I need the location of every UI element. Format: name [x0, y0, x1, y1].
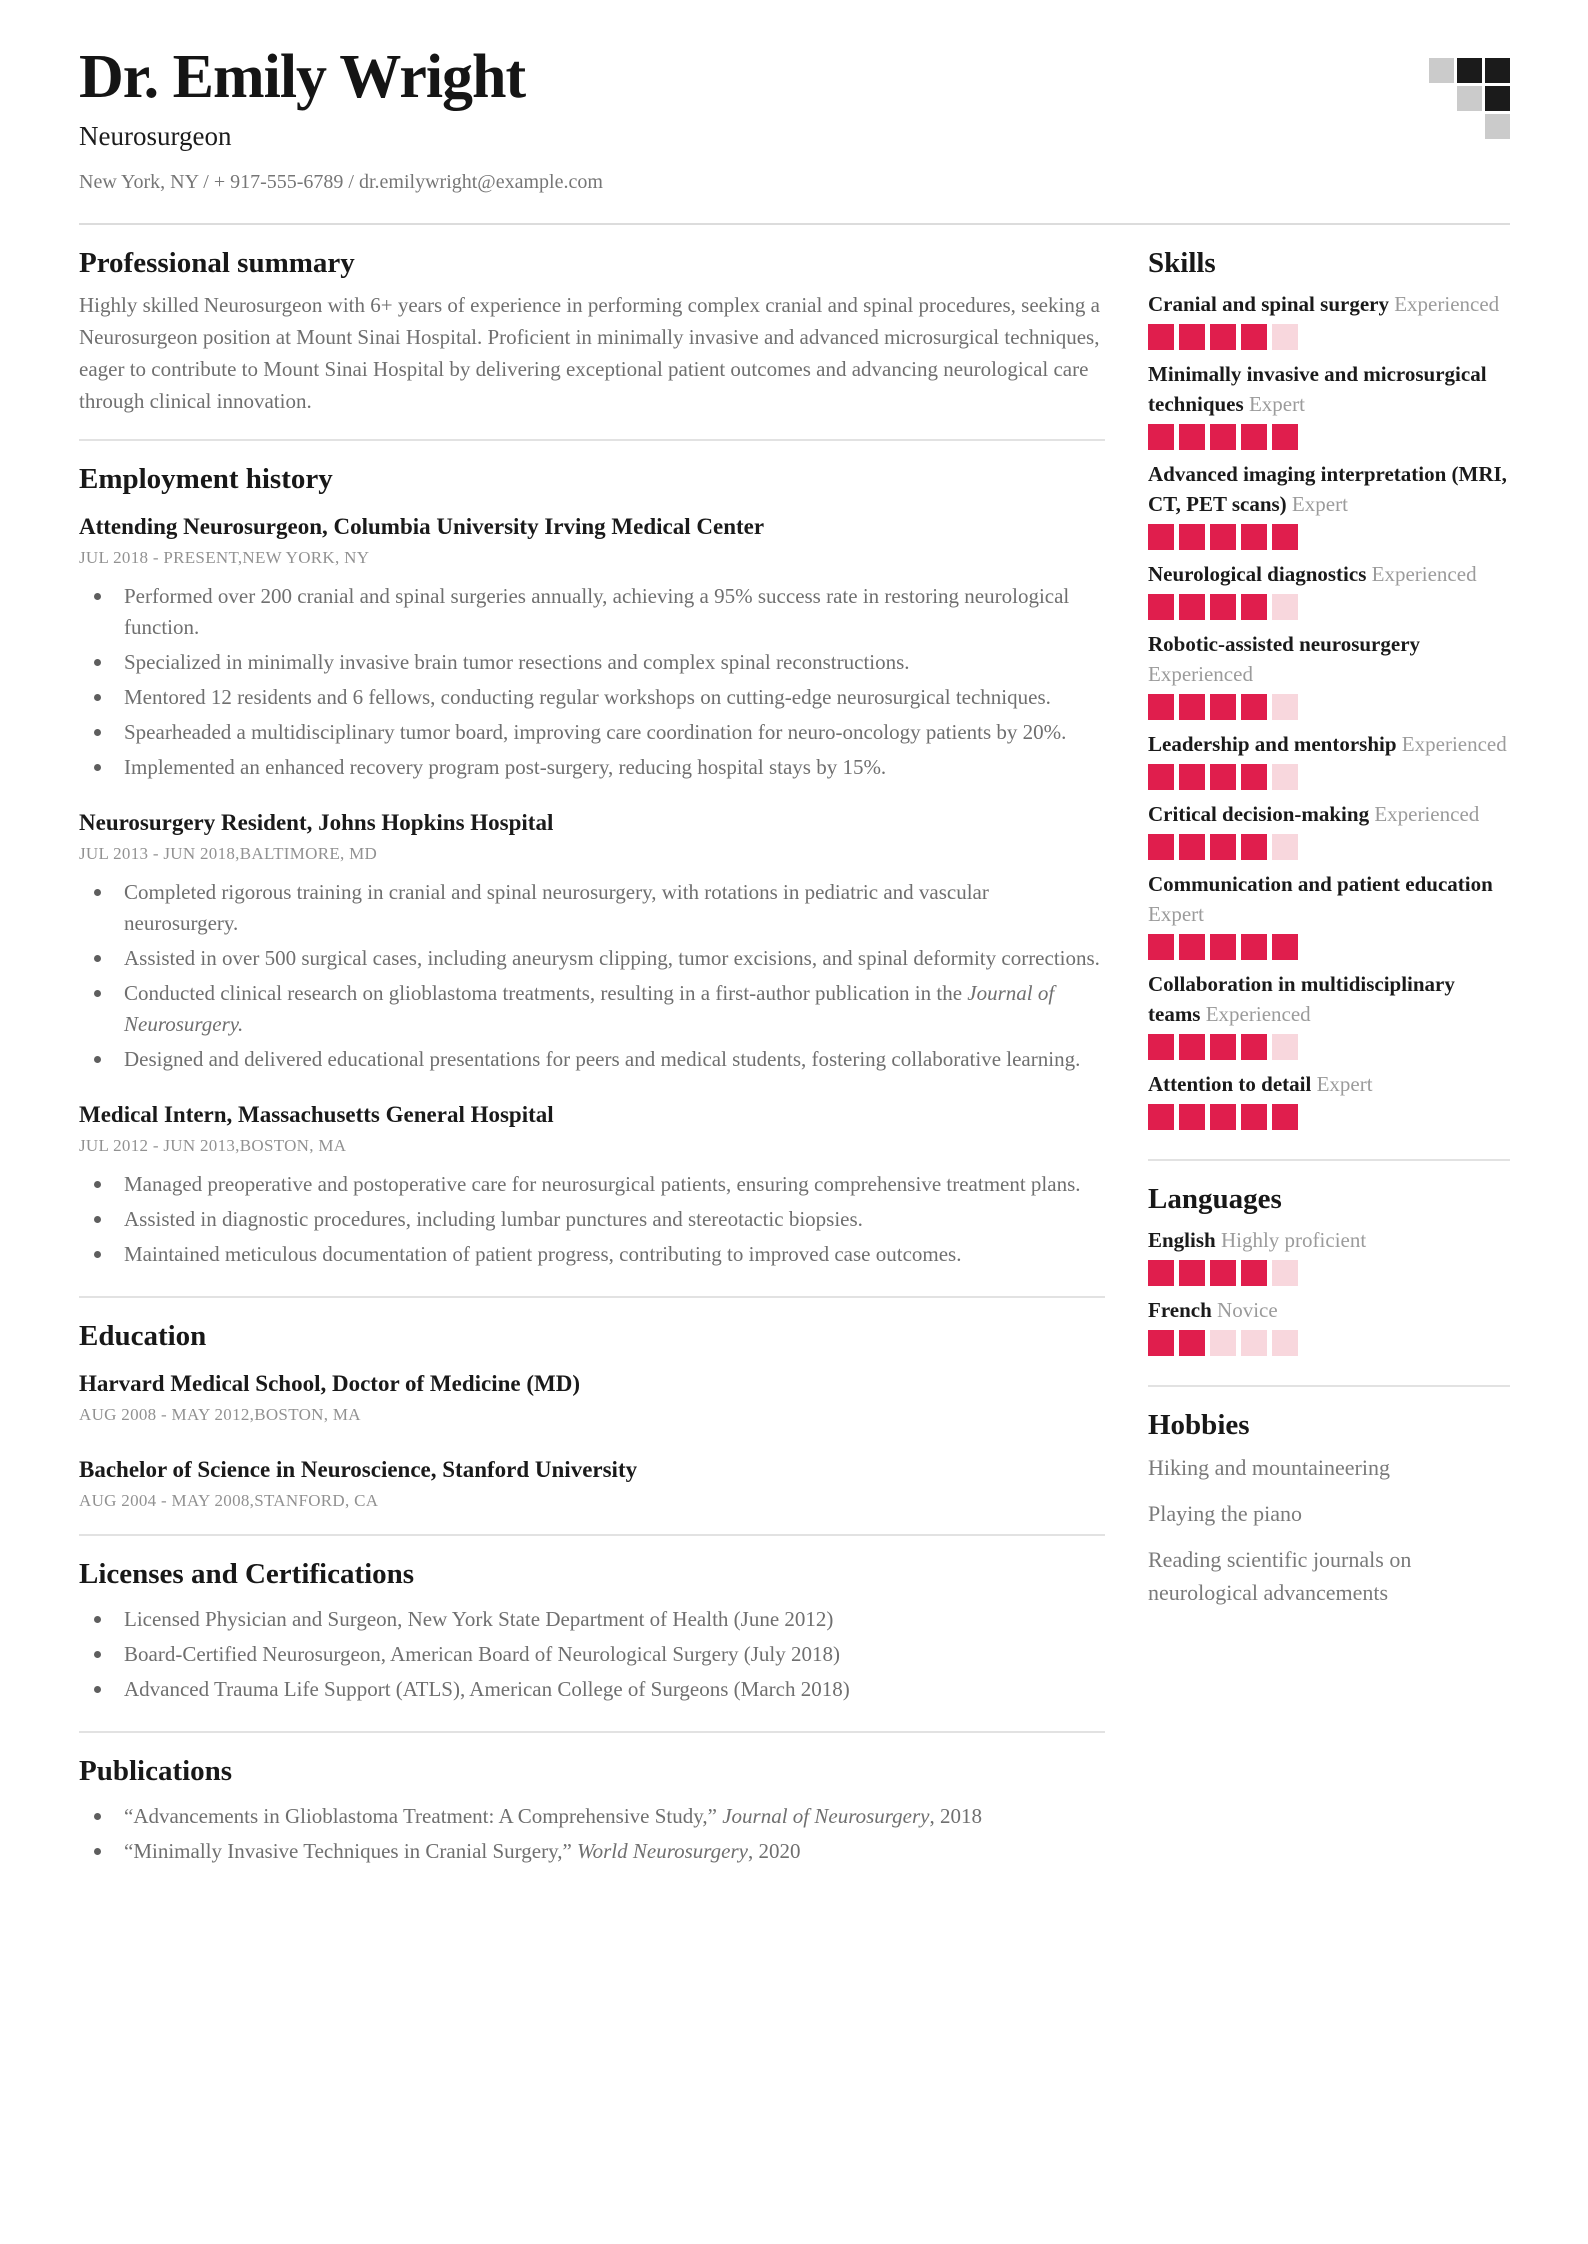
licenses-heading: Licenses and Certifications — [79, 1558, 415, 1590]
rating-square-filled — [1272, 424, 1298, 450]
rating-square-empty — [1272, 324, 1298, 350]
publications-list — [79, 1801, 1105, 1867]
skill-label — [1148, 799, 1510, 829]
job-bullet: Performed over 200 cranial and spinal surgeries annually, achieving a 95% success rate in restoring neurological function. — [79, 581, 1105, 643]
license-item: Board-Certified Neurosurgeon, American Board of Neurological Surgery (July 2018) — [79, 1639, 1105, 1670]
rating-square-filled — [1179, 1330, 1205, 1356]
rating-square-filled — [1210, 324, 1236, 350]
job-dates-location: JUL 2012 - JUN 2013,BOSTON, MA — [79, 1136, 347, 1155]
skill-level: Expert — [1248, 392, 1305, 416]
skill-rating-bar — [1148, 1104, 1510, 1130]
rating-square-empty — [1272, 594, 1298, 620]
job-bullet: Implemented an enhanced recovery program post-surgery, reducing hospital stays by 15%. — [79, 752, 1105, 783]
rating-square-filled — [1272, 934, 1298, 960]
rating-square-filled — [1241, 764, 1267, 790]
skill-item — [1148, 1069, 1510, 1130]
job-dates-location: JUL 2018 - PRESENT,NEW YORK, NY — [79, 548, 370, 567]
skill-item — [1148, 459, 1510, 550]
job-bullet: Assisted in over 500 surgical cases, including aneurysm clipping, tumor excisions, and spinal deformity corrections. — [79, 943, 1105, 974]
rating-square-filled — [1148, 934, 1174, 960]
rating-square-filled — [1272, 1104, 1298, 1130]
rating-square-filled — [1241, 324, 1267, 350]
summary-text: Highly skilled Neurosurgeon with 6+ years of experience in performing complex cranial and spinal procedures, seeking a Neurosurgeon position at Mount Sinai Hospital. Proficient in minimally invasive and advanced microsurgical techniques, eager to contribute to Mount Sinai Hospital by delivering exceptional patient outcomes and advancing neurological care through clinical innovation. — [79, 293, 1100, 413]
skill-label — [1148, 1069, 1510, 1099]
rating-square-filled — [1148, 594, 1174, 620]
license-item: Advanced Trauma Life Support (ATLS), American College of Surgeons (March 2018) — [79, 1674, 1105, 1705]
logo-square-empty — [1429, 114, 1454, 139]
skill-level: Experienced — [1374, 802, 1480, 826]
rating-square-empty — [1272, 1330, 1298, 1356]
skill-label — [1148, 729, 1510, 759]
rating-square-filled — [1148, 524, 1174, 550]
job-entry — [79, 1101, 1105, 1270]
skill-label — [1148, 359, 1510, 419]
rating-square-filled — [1210, 934, 1236, 960]
skill-name: Advanced imaging interpretation (MRI, CT, PET scans) — [1148, 462, 1507, 516]
rating-square-filled — [1241, 1104, 1267, 1130]
rating-square-filled — [1241, 834, 1267, 860]
rating-square-filled — [1148, 694, 1174, 720]
job-bullet: Designed and delivered educational presentations for peers and medical students, fostering collaborative learning. — [79, 1044, 1105, 1075]
rating-square-filled — [1210, 694, 1236, 720]
rating-square-empty — [1272, 764, 1298, 790]
skill-label — [1148, 969, 1510, 1029]
education-title: Bachelor of Science in Neuroscience, Stanford University — [79, 1457, 638, 1482]
job-bullet: Mentored 12 residents and 6 fellows, conducting regular workshops on cutting-edge neurosurgical techniques. — [79, 682, 1105, 713]
logo-square-light — [1457, 86, 1482, 111]
rating-square-filled — [1148, 1330, 1174, 1356]
skill-name: Minimally invasive and microsurgical techniques — [1148, 362, 1487, 416]
skill-item — [1148, 559, 1510, 620]
skill-rating-bar — [1148, 524, 1510, 550]
skill-level: Experienced — [1394, 292, 1500, 316]
rating-square-empty — [1272, 834, 1298, 860]
section-languages — [1148, 1161, 1510, 1385]
skill-label — [1148, 869, 1510, 929]
language-item — [1148, 1225, 1510, 1286]
rating-square-filled — [1179, 424, 1205, 450]
logo-square-empty — [1457, 114, 1482, 139]
rating-square-filled — [1179, 934, 1205, 960]
content-columns — [79, 225, 1510, 1893]
skill-level: Experienced — [1401, 732, 1507, 756]
skill-rating-bar — [1148, 1034, 1510, 1060]
skill-rating-bar — [1148, 834, 1510, 860]
skill-name: Critical decision-making — [1148, 802, 1370, 826]
employment-heading: Employment history — [79, 463, 333, 495]
rating-square-filled — [1179, 524, 1205, 550]
skill-name: Attention to detail — [1148, 1072, 1312, 1096]
rating-square-empty — [1272, 694, 1298, 720]
education-entry — [79, 1370, 1105, 1426]
section-professional-summary — [79, 225, 1105, 439]
rating-square-filled — [1210, 1260, 1236, 1286]
skill-name: Robotic-assisted neurosurgery — [1148, 632, 1421, 656]
rating-square-filled — [1241, 424, 1267, 450]
hobbies-list — [1148, 1451, 1510, 1609]
languages-list — [1148, 1225, 1510, 1356]
job-dates-location: JUL 2013 - JUN 2018,BALTIMORE, MD — [79, 844, 378, 863]
skill-name: Collaboration in multidisciplinary teams — [1148, 972, 1455, 1026]
skill-label — [1148, 629, 1510, 689]
rating-square-filled — [1210, 424, 1236, 450]
language-level: Highly proficient — [1220, 1228, 1367, 1252]
rating-square-filled — [1148, 424, 1174, 450]
rating-square-filled — [1179, 1260, 1205, 1286]
education-heading: Education — [79, 1320, 207, 1352]
rating-square-filled — [1210, 524, 1236, 550]
summary-heading: Professional summary — [79, 247, 355, 279]
logo-square-dark — [1457, 58, 1482, 83]
skill-level: Expert — [1316, 1072, 1373, 1096]
skill-name: Neurological diagnostics — [1148, 562, 1367, 586]
rating-square-filled — [1210, 1034, 1236, 1060]
languages-heading: Languages — [1148, 1183, 1282, 1215]
rating-square-filled — [1210, 764, 1236, 790]
publication-item: “Minimally Invasive Techniques in Cranial Surgery,” World Neurosurgery, 2020 — [79, 1836, 1105, 1867]
skill-level: Expert — [1148, 902, 1204, 926]
skill-item — [1148, 869, 1510, 960]
rating-square-empty — [1241, 1330, 1267, 1356]
skill-label — [1148, 289, 1510, 319]
education-list — [79, 1370, 1105, 1512]
rating-square-filled — [1241, 594, 1267, 620]
rating-square-filled — [1148, 1260, 1174, 1286]
rating-square-filled — [1241, 524, 1267, 550]
language-label — [1148, 1295, 1510, 1325]
skills-heading: Skills — [1148, 247, 1216, 279]
job-bullet-list — [79, 1169, 1105, 1270]
education-dates-location: AUG 2004 - MAY 2008,STANFORD, CA — [79, 1491, 379, 1510]
header-identity — [79, 44, 603, 195]
logo-square-light — [1485, 114, 1510, 139]
contact-line: New York, NY / + 917-555-6789 / dr.emilywright@example.com — [79, 171, 603, 193]
job-bullet: Spearheaded a multidisciplinary tumor board, improving care coordination for neuro-oncology patients by 20%. — [79, 717, 1105, 748]
rating-square-filled — [1241, 694, 1267, 720]
language-rating-bar — [1148, 1330, 1510, 1356]
rating-square-filled — [1179, 1104, 1205, 1130]
section-publications — [79, 1733, 1105, 1893]
rating-square-filled — [1210, 1104, 1236, 1130]
skill-rating-bar — [1148, 594, 1510, 620]
licenses-list — [79, 1604, 1105, 1705]
rating-square-filled — [1179, 694, 1205, 720]
rating-square-filled — [1241, 1034, 1267, 1060]
rating-square-filled — [1179, 764, 1205, 790]
job-bullet: Assisted in diagnostic procedures, including lumbar punctures and stereotactic biopsies. — [79, 1204, 1105, 1235]
skill-level: Experienced — [1205, 1002, 1311, 1026]
job-title: Medical Intern, Massachusetts General Hospital — [79, 1102, 554, 1127]
section-skills — [1148, 225, 1510, 1159]
skill-item — [1148, 289, 1510, 350]
rating-square-filled — [1148, 1034, 1174, 1060]
skill-rating-bar — [1148, 694, 1510, 720]
rating-square-filled — [1179, 834, 1205, 860]
candidate-job-title: Neurosurgeon — [79, 121, 232, 151]
skill-item — [1148, 799, 1510, 860]
rating-square-filled — [1148, 764, 1174, 790]
rating-square-empty — [1272, 1034, 1298, 1060]
rating-square-filled — [1179, 324, 1205, 350]
rating-square-filled — [1148, 834, 1174, 860]
section-licenses — [79, 1536, 1105, 1731]
brand-squares-logo — [1429, 58, 1510, 139]
skill-name: Cranial and spinal surgery — [1148, 292, 1389, 316]
job-bullet: Maintained meticulous documentation of patient progress, contributing to improved case outcomes. — [79, 1239, 1105, 1270]
rating-square-filled — [1179, 1034, 1205, 1060]
skill-item — [1148, 359, 1510, 450]
rating-square-filled — [1148, 324, 1174, 350]
language-rating-bar — [1148, 1260, 1510, 1286]
hobbies-heading: Hobbies — [1148, 1409, 1250, 1441]
skill-label — [1148, 459, 1510, 519]
skill-name: Leadership and mentorship — [1148, 732, 1397, 756]
job-bullet: Completed rigorous training in cranial and spinal neurosurgery, with rotations in pediatric and vascular neurosurgery. — [79, 877, 1105, 939]
job-title: Attending Neurosurgeon, Columbia University Irving Medical Center — [79, 514, 765, 539]
education-dates-location: AUG 2008 - MAY 2012,BOSTON, MA — [79, 1405, 361, 1424]
publication-item: “Advancements in Glioblastoma Treatment: A Comprehensive Study,” Journal of Neurosurgery, 2018 — [79, 1801, 1105, 1832]
rating-square-filled — [1241, 934, 1267, 960]
job-bullet: Managed preoperative and postoperative care for neurosurgical patients, ensuring comprehensive treatment plans. — [79, 1169, 1105, 1200]
job-bullet: Specialized in minimally invasive brain tumor resections and complex spinal reconstructions. — [79, 647, 1105, 678]
skill-level: Experienced — [1148, 662, 1253, 686]
license-item: Licensed Physician and Surgeon, New York State Department of Health (June 2012) — [79, 1604, 1105, 1635]
skill-label — [1148, 559, 1510, 589]
skill-level: Experienced — [1371, 562, 1477, 586]
section-hobbies — [1148, 1387, 1510, 1642]
main-column — [79, 225, 1105, 1893]
logo-square-dark — [1485, 58, 1510, 83]
job-entry — [79, 809, 1105, 1075]
sidebar-column — [1148, 225, 1510, 1893]
rating-square-filled — [1272, 524, 1298, 550]
rating-square-filled — [1148, 1104, 1174, 1130]
language-item — [1148, 1295, 1510, 1356]
rating-square-empty — [1210, 1330, 1236, 1356]
rating-square-filled — [1241, 1260, 1267, 1286]
language-level: Novice — [1217, 1298, 1278, 1322]
hobby-item: Reading scientific journals on neurological advancements — [1148, 1547, 1412, 1605]
hobby-item: Hiking and mountaineering — [1148, 1455, 1390, 1480]
candidate-name: Dr. Emily Wright — [79, 43, 526, 111]
job-list — [79, 513, 1105, 1270]
language-name: English — [1148, 1228, 1216, 1252]
rating-square-empty — [1272, 1260, 1298, 1286]
job-bullet: Conducted clinical research on glioblastoma treatments, resulting in a first-author publication in the Journal of Neurosurgery. — [79, 978, 1105, 1040]
skill-rating-bar — [1148, 934, 1510, 960]
skill-name: Communication and patient education — [1148, 872, 1493, 896]
section-education — [79, 1298, 1105, 1534]
job-bullet-list — [79, 877, 1105, 1075]
education-entry — [79, 1456, 1105, 1512]
logo-square-dark — [1485, 86, 1510, 111]
rating-square-filled — [1210, 834, 1236, 860]
rating-square-filled — [1179, 594, 1205, 620]
language-name: French — [1148, 1298, 1212, 1322]
section-employment-history — [79, 441, 1105, 1296]
rating-square-filled — [1210, 594, 1236, 620]
skill-level: Expert — [1291, 492, 1348, 516]
logo-square-light — [1429, 58, 1454, 83]
job-entry — [79, 513, 1105, 783]
skill-rating-bar — [1148, 764, 1510, 790]
logo-square-empty — [1429, 86, 1454, 111]
job-title: Neurosurgery Resident, Johns Hopkins Hospital — [79, 810, 554, 835]
skill-item — [1148, 629, 1510, 720]
education-title: Harvard Medical School, Doctor of Medicine (MD) — [79, 1371, 580, 1396]
job-bullet-list — [79, 581, 1105, 783]
skill-item — [1148, 729, 1510, 790]
header — [79, 44, 1510, 195]
skills-list — [1148, 289, 1510, 1130]
skill-rating-bar — [1148, 324, 1510, 350]
skill-item — [1148, 969, 1510, 1060]
language-label — [1148, 1225, 1510, 1255]
hobby-item: Playing the piano — [1148, 1501, 1302, 1526]
publications-heading: Publications — [79, 1755, 233, 1787]
skill-rating-bar — [1148, 424, 1510, 450]
